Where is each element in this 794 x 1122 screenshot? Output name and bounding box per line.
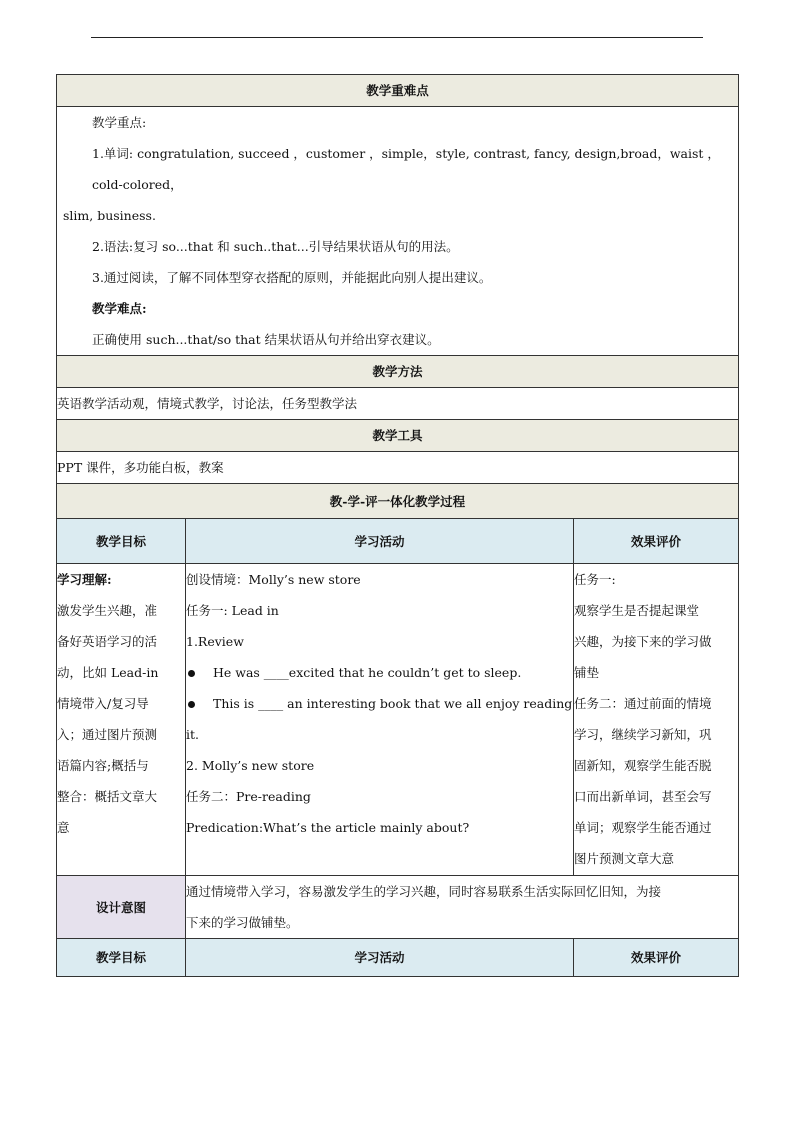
eval-line: 固新知，观察学生能否脱 — [574, 758, 712, 773]
method-text: 英语教学活动观，情境式教学，讨论法，任务型教学法 — [57, 388, 739, 420]
bullet-item — [186, 657, 573, 688]
activity-cell — [186, 564, 574, 876]
activity-line: 任务一: Lead in — [186, 603, 279, 618]
goal-line: 整合：概括文章大 — [57, 789, 158, 804]
eval-line: 图片预测文章大意 — [574, 851, 675, 866]
activity-line: 2. Molly’s new store — [186, 758, 315, 773]
goal-line: 激发学生兴趣，准 — [57, 603, 158, 618]
goal-line: 情境带入/复习导 — [57, 696, 149, 711]
col-header-goal: 教学目标 — [57, 519, 186, 564]
difficulty-label: 教学难点: — [92, 301, 147, 316]
tools-body-row — [57, 452, 739, 484]
section-title-key-points: 教学重难点 — [57, 75, 739, 107]
eval-line: 学习，继续学习新知，巩 — [574, 727, 712, 742]
tools-header-row — [57, 420, 739, 452]
eval-line: 铺垫 — [574, 665, 600, 680]
goal-line: 入；通过图片预测 — [57, 727, 158, 742]
goal-line: 备好英语学习的活 — [57, 634, 158, 649]
col-header-activity: 学习活动 — [186, 519, 574, 564]
process-header-row — [57, 484, 739, 519]
design-intent-row — [57, 876, 739, 939]
process-content-row — [57, 564, 739, 876]
eval-line: 口而出新单词，甚至会写 — [574, 789, 712, 804]
goal-title: 学习理解: — [57, 572, 112, 587]
activity-line: 1.Review — [186, 634, 244, 649]
eval-line: 任务一: — [574, 572, 616, 587]
tools-text: PPT 课件，多功能白板，教案 — [57, 452, 739, 484]
eval-line: 单词；观察学生能否通过 — [574, 820, 712, 835]
eval-line: 兴趣，为接下来的学习做 — [574, 634, 712, 649]
eval-line: 观察学生是否提起课堂 — [574, 603, 700, 618]
key-item-1: 1.单词: congratulation, succeed ，customer ，simple，style, contrast, fancy, design,broad，waist ，cold-colored， — [92, 146, 720, 192]
key-difficult-body-row — [57, 107, 739, 356]
method-body-row — [57, 388, 739, 420]
design-intent-text — [186, 876, 739, 939]
section-title-method: 教学方法 — [57, 356, 739, 388]
key-item-2: 2.语法:复习 so...that 和 such..that...引导结果状语从句的用法。 — [92, 239, 459, 254]
col-header-activity-repeat: 学习活动 — [186, 939, 574, 977]
goal-line: 动，比如 Lead-in — [57, 665, 159, 680]
section-title-process: 教-学-评一体化教学过程 — [57, 484, 739, 519]
col-header-evaluation: 效果评价 — [574, 519, 739, 564]
difficulty-text: 正确使用 such...that/so that 结果状语从句并给出穿衣建议。 — [92, 332, 440, 347]
goal-line: 意 — [57, 820, 70, 835]
bullet-dot-icon — [188, 670, 195, 677]
column-header-row-repeat — [57, 939, 739, 977]
design-intent-label: 设计意图 — [57, 876, 186, 939]
key-item-3: 3.通过阅读，了解不同体型穿衣搭配的原则，并能据此向别人提出建议。 — [92, 270, 492, 285]
col-header-evaluation-repeat: 效果评价 — [574, 939, 739, 977]
activity-line: 创设情境：Molly’s new store — [186, 572, 361, 587]
bullet-text: This is ____ an interesting book that we all enjoy reading it. — [186, 696, 573, 742]
bullet-dot-icon — [188, 701, 195, 708]
column-header-row — [57, 519, 739, 564]
section-title-tools: 教学工具 — [57, 420, 739, 452]
key-points-label: 教学重点: — [92, 115, 147, 130]
intent-line: 通过情境带入学习，容易激发学生的学习兴趣，同时容易联系生活实际回忆旧知，为接 — [186, 884, 662, 899]
method-header-row — [57, 356, 739, 388]
col-header-goal-repeat: 教学目标 — [57, 939, 186, 977]
eval-line: 任务二：通过前面的情境 — [574, 696, 712, 711]
bullet-item — [186, 688, 573, 750]
lesson-plan-table — [56, 74, 739, 977]
key-difficult-header-row — [57, 75, 739, 107]
goal-cell — [57, 564, 186, 876]
activity-line: 任务二：Pre-reading — [186, 789, 311, 804]
goal-line: 语篇内容;概括与 — [57, 758, 149, 773]
header-rule — [91, 37, 703, 38]
activity-line: Predication:What’s the article mainly about? — [186, 820, 470, 835]
intent-line: 下来的学习做铺垫。 — [186, 915, 299, 930]
key-item-1-cont: slim, business. — [63, 208, 156, 223]
key-difficult-body — [57, 107, 739, 356]
evaluation-cell — [574, 564, 739, 876]
bullet-text: He was ____excited that he couldn’t get to sleep. — [213, 665, 522, 680]
